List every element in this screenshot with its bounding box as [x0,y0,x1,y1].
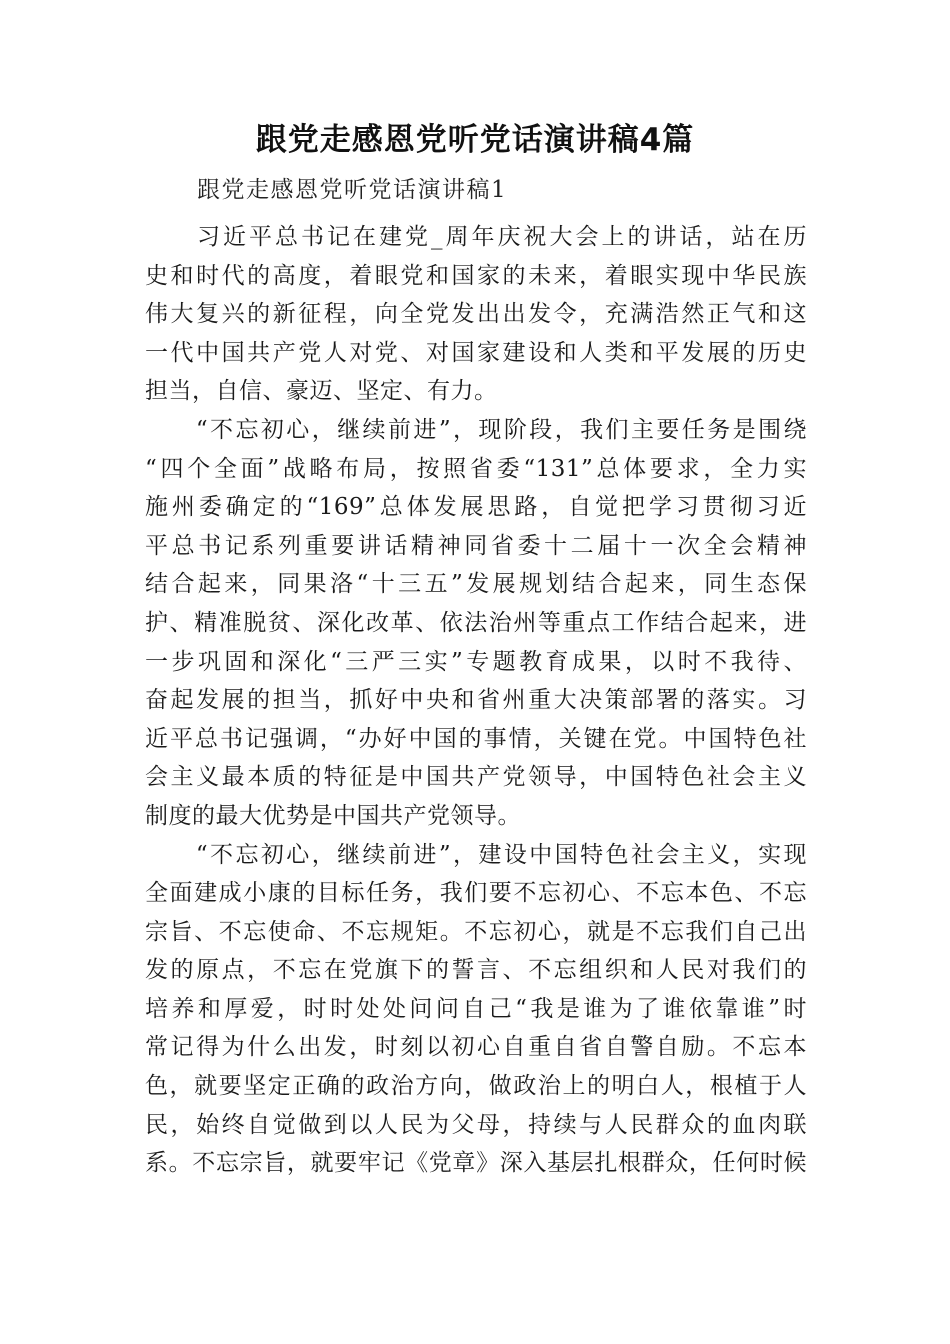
body-line: 伟大复兴的新征程，向全党发出出发令，充满浩然正气和这 [145,301,807,328]
body-line: 色，就要坚定正确的政治方向，做政治上的明白人，根植于人 [145,1073,807,1100]
body-line: 宗旨、不忘使命、不忘规矩。不忘初心，就是不忘我们自己出 [145,918,807,945]
body-line: 奋起发展的担当，抓好中央和省州重大决策部署的落实。习 [145,687,807,714]
body-line: 一代中国共产党人对党、对国家建设和人类和平发展的历史 [145,339,807,366]
body-line: “四个全面”战略布局，按照省委“131”总体要求，全力实 [145,455,807,482]
body-line: 结合起来，同果洛“十三五”发展规划结合起来，同生态保 [145,571,807,598]
body-line: 民，始终自觉做到以人民为父母，持续与人民群众的血肉联 [145,1111,807,1138]
body-line: 发的原点，不忘在党旗下的誓言、不忘组织和人民对我们的 [145,957,807,984]
body-line: 制度的最大优势是中国共产党领导。 [145,802,521,829]
body-line: 担当，自信、豪迈、坚定、有力。 [145,378,498,405]
body-line: 会主义最本质的特征是中国共产党领导，中国特色社会主义 [145,764,807,791]
body-line: 史和时代的高度，着眼党和国家的未来，着眼实现中华民族 [145,262,807,289]
document-body [145,218,807,1183]
body-line: 近平总书记强调，“办好中国的事情，关键在党。中国特色社 [145,725,807,752]
body-line: 施州委确定的“169”总体发展思路，自觉把学习贯彻习近 [145,494,807,521]
body-line: 常记得为什么出发，时刻以初心自重自省自警自励。不忘本 [145,1034,807,1061]
body-line: 习近平总书记在建党_周年庆祝大会上的讲话，站在历 [145,224,807,250]
document-subtitle: 跟党走感恩党听党话演讲稿1 [197,177,508,203]
body-line: 一步巩固和深化“三严三实”专题教育成果，以时不我待、 [145,648,807,675]
body-line: “不忘初心，继续前进”，建设中国特色社会主义，实现 [145,841,807,868]
body-line: 护、精准脱贫、深化改革、依法治州等重点工作结合起来，进 [145,609,807,636]
body-line: “不忘初心，继续前进”，现阶段，我们主要任务是围绕 [145,416,807,443]
body-line: 培养和厚爱，时时处处问问自己“我是谁为了谁依靠谁”时 [145,995,807,1022]
body-line: 全面建成小康的目标任务，我们要不忘初心、不忘本色、不忘 [145,880,807,907]
body-line: 系。不忘宗旨，就要牢记《党章》深入基层扎根群众，任何时候 [145,1150,807,1177]
body-line: 平总书记系列重要讲话精神同省委十二届十一次全会精神 [145,532,807,559]
document-title: 跟党走感恩党听党话演讲稿4篇 [255,122,695,158]
